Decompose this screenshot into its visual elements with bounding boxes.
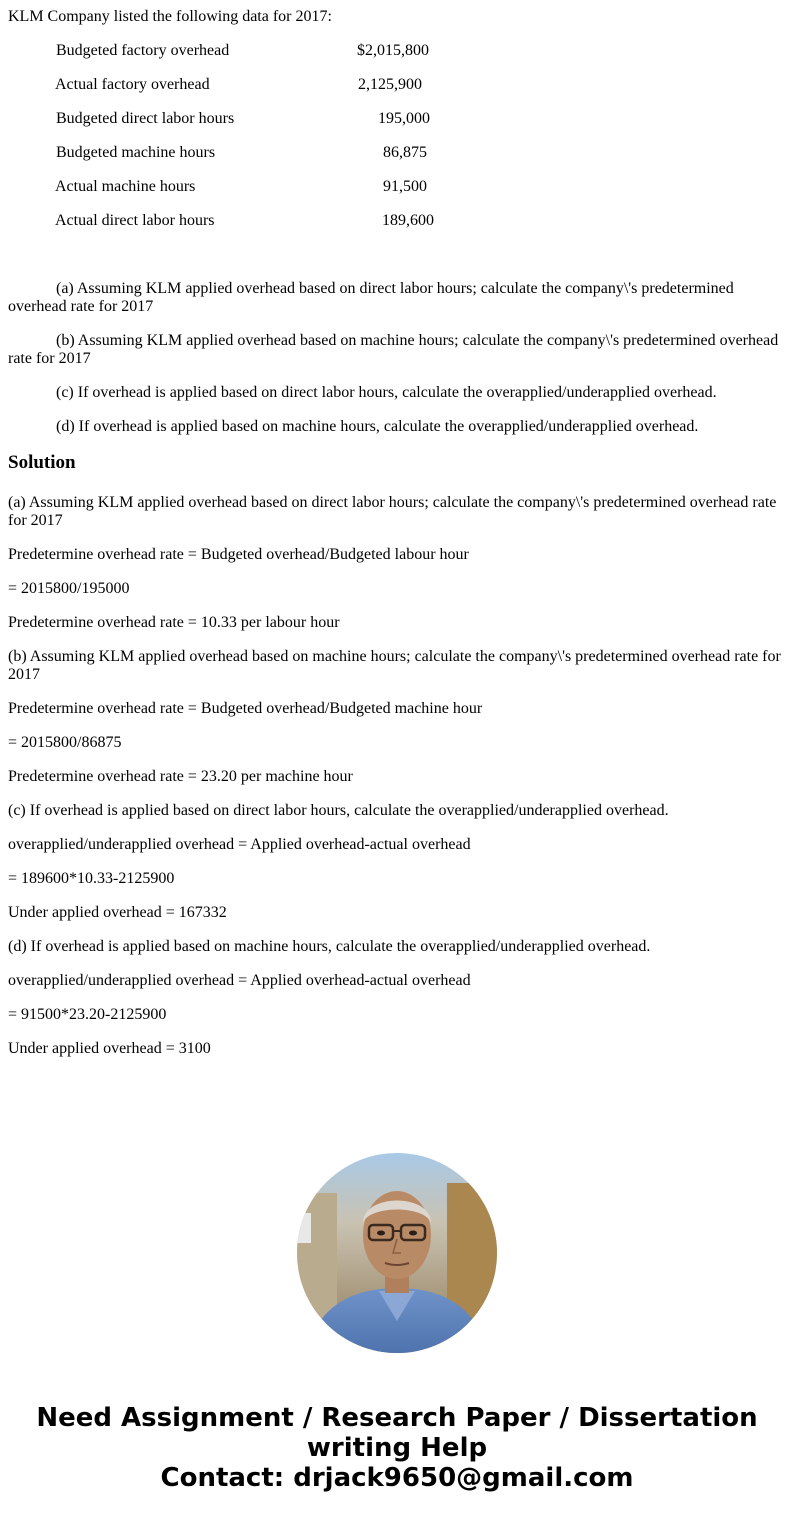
banner-line: Need Assignment / Research Paper / Dissertation [36,1403,758,1433]
data-label: Budgeted direct labor hours [56,110,235,127]
author-photo [297,1153,497,1353]
document-body [8,8,786,1074]
solution-line: Predetermine overhead rate = Budgeted overhead/Budgeted labour hour [8,546,469,563]
solution-line: (c) If overhead is applied based on direct labor hours, calculate the overapplied/underapplied overhead. [8,802,669,819]
contact-email: Contact: drjack9650@gmail.com [160,1463,634,1493]
solution-line: overapplied/underapplied overhead = Applied overhead-actual overhead [8,836,471,853]
data-value: 195,000 [378,110,430,127]
solution-line: overapplied/underapplied overhead = Applied overhead-actual overhead [8,972,471,989]
solution-line: Predetermine overhead rate = Budgeted overhead/Budgeted machine hour [8,700,483,717]
solution-heading: Solution [8,452,76,473]
data-value: 2,125,900 [358,76,422,93]
solution-line: Under applied overhead = 3100 [8,1040,211,1057]
question-a: (a) Assuming KLM applied overhead based on direct labor hours; calculate the company\'s predetermined overhead rate for 2017 [8,280,734,315]
data-row [8,144,786,162]
solution-line: = 91500*23.20-2125900 [8,1006,167,1023]
solution-line: Predetermine overhead rate = 23.20 per machine hour [8,768,353,785]
data-row [8,178,786,196]
data-row [8,76,786,94]
solution-line: = 2015800/86875 [8,734,122,751]
banner-line: writing Help [306,1433,488,1463]
solution-line: (b) Assuming KLM applied overhead based on machine hours; calculate the company\'s predetermined overhead rate for 2017 [8,648,781,683]
intro-text: KLM Company listed the following data for 2017: [8,8,332,25]
solution-line: Predetermine overhead rate = 10.33 per labour hour [8,614,340,631]
data-row [8,42,786,60]
data-label: Actual direct labor hours [55,212,215,229]
data-table [8,42,786,230]
data-row [8,212,786,230]
contact-banner [0,1403,794,1493]
solution-line: = 2015800/195000 [8,580,130,597]
data-value: 189,600 [382,212,434,229]
solution-line: (a) Assuming KLM applied overhead based on direct labor hours; calculate the company\'s predetermined overhead rate for 2017 [8,494,777,529]
data-value: 91,500 [383,178,427,195]
data-label: Actual factory overhead [55,76,210,93]
data-label: Budgeted machine hours [56,144,216,161]
data-row [8,110,786,128]
solution-line: = 189600*10.33-2125900 [8,870,175,887]
data-label: Budgeted factory overhead [56,42,230,59]
question-b: (b) Assuming KLM applied overhead based on machine hours; calculate the company\'s predetermined overhead rate for 2017 [8,332,779,367]
question-c: (c) If overhead is applied based on direct labor hours, calculate the overapplied/underapplied overhead. [56,384,717,401]
solution-line: Under applied overhead = 167332 [8,904,227,921]
portrait-image [297,1153,497,1353]
data-value: 86,875 [383,144,427,161]
question-d: (d) If overhead is applied based on machine hours, calculate the overapplied/underapplied overhead. [56,418,699,435]
solution-line: (d) If overhead is applied based on machine hours, calculate the overapplied/underapplied overhead. [8,938,651,955]
data-value: $2,015,800 [357,42,429,59]
data-label: Actual machine hours [55,178,196,195]
